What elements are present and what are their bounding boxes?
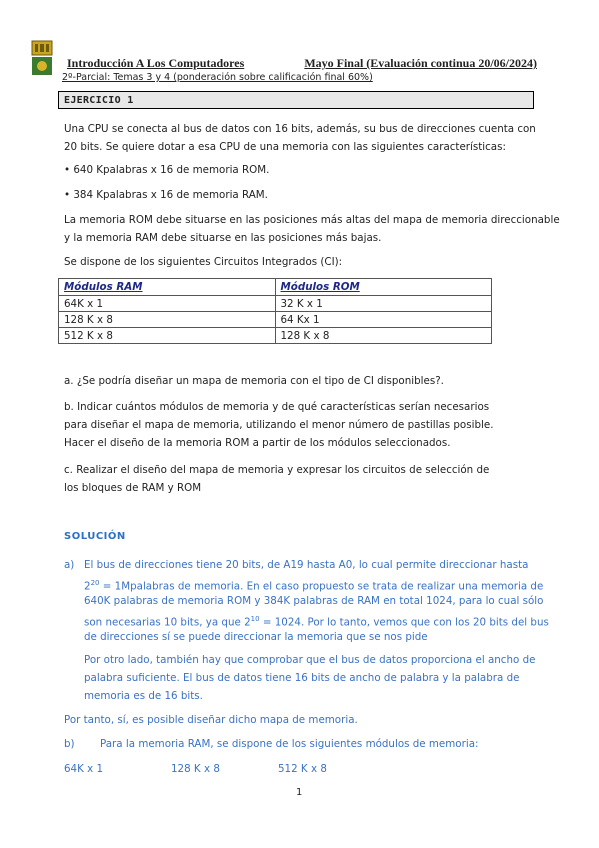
table-cell: 32 K x 1	[275, 296, 492, 312]
question-a: a. ¿Se podría diseñar un mapa de memoria con el tipo de CI disponibles?.	[64, 375, 444, 387]
question-c-line-2: los bloques de RAM y ROM	[64, 482, 202, 494]
table-cell: 128 K x 8	[275, 328, 492, 344]
answer-conclusion: Por tanto, sí, es posible diseñar dicho mapa de memoria.	[64, 714, 358, 726]
table-header-ram: Módulos RAM	[59, 279, 276, 296]
exam-title: Mayo Final (Evaluación continua 20/06/2024)	[304, 56, 537, 70]
solution-title: SOLUCIÓN	[64, 531, 126, 542]
answer-a-line-3: 640K palabras de memoria ROM y 384K palabras de RAM en total 1024, para lo cual sólo	[84, 595, 544, 607]
answer-a2-line-2: palabra suficiente. El bus de datos tiene 16 bits de ancho de palabra y la palabra de	[84, 672, 520, 684]
table-row	[59, 312, 492, 328]
answer-a-label: a)	[64, 559, 75, 571]
ci-intro: Se dispone de los siguientes Circuitos Integrados (CI):	[64, 256, 343, 268]
module-item: 128 K x 8	[171, 763, 220, 775]
page-number: 1	[296, 787, 303, 798]
bullet-ram: • 384 Kpalabras x 16 de memoria RAM.	[64, 189, 268, 201]
placement-line-1: La memoria ROM debe situarse en las posiciones más altas del mapa de memoria direccionable	[64, 214, 560, 226]
answer-a-line-1: El bus de direcciones tiene 20 bits, de A19 hasta A0, lo cual permite direccionar hasta	[84, 559, 529, 571]
intro-line-2: 20 bits. Se quiere dotar a esa CPU de una memoria con las siguientes características:	[64, 141, 506, 153]
bullet-rom: • 640 Kpalabras x 16 de memoria ROM.	[64, 164, 270, 176]
answer-a-line-2: $2^{20}$ = 1Mpalabras de memoria. En el caso propuesto se trata de realizar una memoria de	[84, 579, 544, 593]
ci-table	[58, 278, 492, 344]
module-item: 512 K x 8	[278, 763, 327, 775]
question-b-line-1: b. Indicar cuántos módulos de memoria y de qué características serían necesarios	[64, 401, 490, 413]
placement-line-2: y la memoria RAM debe situarse en las posiciones más bajas.	[64, 232, 382, 244]
module-item: 64K x 1	[64, 763, 104, 775]
answer-a2-line-1: Por otro lado, también hay que comprobar que el bus de datos proporciona el ancho de	[84, 654, 536, 666]
answer-a-line-5: de direcciones sí se puede direccionar la memoria que se nos pide	[84, 631, 428, 643]
answer-b-text: Para la memoria RAM, se dispone de los siguientes módulos de memoria:	[100, 738, 479, 750]
answer-a-line-4: son necesarias 10 bits, ya que $2^{10} = 1024$. Por lo tanto, vemos que con los 20 bits del bus	[84, 615, 549, 629]
question-b-line-2: para diseñar el mapa de memoria, utilizando el menor número de pastillas posible.	[64, 419, 494, 431]
table-cell: 512 K x 8	[59, 328, 276, 344]
university-logo	[31, 40, 53, 76]
table-cell: 64K x 1	[59, 296, 276, 312]
table-header-row	[59, 279, 492, 296]
exam-subtitle: 2º-Parcial: Temas 3 y 4 (ponderación sobre calificación final 60%)	[62, 72, 373, 83]
answer-a2-line-3: memoria es de 16 bits.	[84, 690, 203, 702]
table-row	[59, 296, 492, 312]
table-row	[59, 328, 492, 344]
answer-b-label: b)	[64, 738, 75, 750]
course-title: Introducción A Los Computadores	[67, 56, 245, 70]
table-cell: 128 K x 8	[59, 312, 276, 328]
intro-line-1: Una CPU se conecta al bus de datos con 16 bits, además, su bus de direcciones cuenta con	[64, 123, 536, 135]
table-header-rom: Módulos ROM	[275, 279, 492, 296]
question-c-line-1: c. Realizar el diseño del mapa de memoria y expresar los circuitos de selección de	[64, 464, 490, 476]
question-b-line-3: Hacer el diseño de la memoria ROM a partir de los módulos seleccionados.	[64, 437, 451, 449]
table-cell: 64 Kx 1	[275, 312, 492, 328]
exercise-title: EJERCICIO 1	[64, 95, 134, 106]
